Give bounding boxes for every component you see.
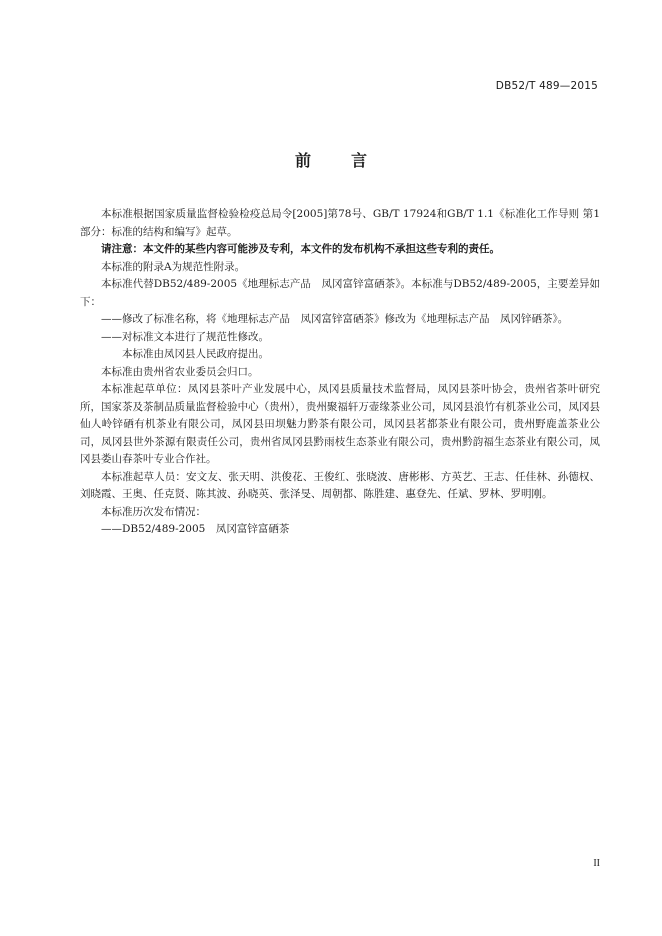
paragraph-proposer: 本标准由凤冈县人民政府提出。: [122, 348, 269, 360]
paragraph-history: 本标准历次发布情况：: [101, 505, 206, 518]
list-item-history: ——DB52/489-2005 凤冈富锌富硒茶: [101, 523, 290, 535]
paragraph-drafters: 本标准起草人员：安文友、张天明、洪俊花、王俊红、张晓波、唐彬彬、方英艺、王志、任佳林、孙德权、刘晓霞、王奥、任克贤、陈其波、孙晓英、张泽旻、周朝都、陈胜建、惠登先、任斌、罗林、罗明刚。: [80, 470, 600, 500]
page-title: [0, 148, 662, 171]
paragraph-appendix: 本标准的附录A为规范性附录。: [101, 260, 246, 273]
foreword-body: [80, 206, 600, 539]
paragraph-basis: 本标准根据国家质量监督检验检疫总局令[2005]第78号、GB/T 17924和GB/T 1.1《标准化工作导则 第1部分：标准的结构和编写》起草。: [80, 208, 600, 238]
paragraph-drafting-units: 本标准起草单位：凤冈县茶叶产业发展中心，凤冈县质量技术监督局，凤冈县茶叶协会，贵州省茶叶研究所，国家茶及茶制品质量监督检验中心（贵州），贵州聚福轩万壶缘茶业公司，凤冈县浪竹有机茶业公司，凤冈县仙人岭锌硒有机茶业有限公司，凤冈县田坝魅力黔茶有限公司，凤冈县茗都茶业有限公司，贵州野鹿盖茶业公司，凤冈县世外茶源有限责任公司，贵州省凤冈县黔雨枝生态茶业有限公司，贵州黔韵福生态茶业有限公司，凤冈县娄山春茶叶专业合作社。: [80, 383, 600, 465]
title-char-1: 前: [294, 151, 311, 170]
list-item-change-2: ——对标准文本进行了规范性修改。: [101, 330, 269, 343]
list-item-change-1: ——修改了标准名称，将《地理标志产品 凤冈富锌富硒茶》修改为《地理标志产品 凤冈锌硒茶》。: [101, 313, 569, 325]
paragraph-replaces: 本标准代替DB52/489-2005《地理标志产品 凤冈富锌富硒茶》。本标准与DB52/489-2005，主要差异如下：: [80, 278, 600, 308]
paragraph-patent-notice: 请注意：本文件的某些内容可能涉及专利，本文件的发布机构不承担这些专利的责任。: [101, 243, 500, 255]
paragraph-centralized: 本标准由贵州省农业委员会归口。: [101, 365, 259, 378]
standard-code: DB52/T 489—2015: [495, 80, 598, 92]
title-char-2: 言: [351, 151, 368, 170]
page-number: II: [593, 858, 600, 869]
